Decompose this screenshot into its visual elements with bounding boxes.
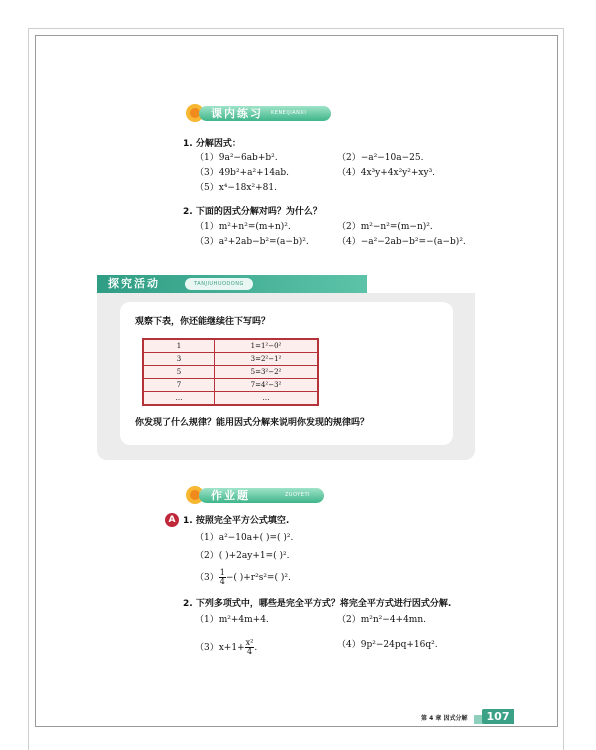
exercise-item: （3）49b²+a²+14ab. [195,168,290,178]
section-pinyin: ZUOYETI [285,492,310,498]
outer-border-top [28,28,563,29]
section-pinyin: KENEIJIANXI [271,110,307,116]
outer-border-right [563,28,564,750]
section-head-homework [185,485,335,505]
table-cell: 3 [143,353,215,366]
exercise-item [195,639,257,656]
exercise-item: （2）−a²−10a−25. [337,153,424,163]
explore-title: 探究活动 [108,277,160,290]
question-label: 1. 分解因式： [183,139,241,149]
chapter-footer: 第 4 章 因式分解 [421,715,468,722]
explore-question: 你发现了什么规律？能用因式分解来说明你发现的规律吗？ [135,418,370,428]
exercise-item: （2）( )+2ay+1=( )². [195,551,290,561]
table-cell: 7 [143,379,215,392]
table-cell: 7=4²−3² [215,379,319,392]
item-rest: −( )+r²s²=( )². [225,573,291,583]
table-cell: 3=2²−1² [215,353,319,366]
outer-border-left [28,28,29,750]
section-title: 课内练习 [211,107,263,120]
exercise-item: （1）m²+n²=(m+n)². [195,222,291,232]
table-row [143,392,318,406]
table-row [143,353,318,366]
exercise-item: （3）a²+2ab−b²=(a−b)². [195,237,309,247]
table-cell: 5 [143,366,215,379]
table-row [143,379,318,392]
level-a-badge: A [165,513,179,527]
table-row [143,366,318,379]
exercise-item: （1）9a²−6ab+b². [195,153,278,163]
page-number: 107 [482,709,514,724]
exercise-item: （4）4x³y+4x²y²+xy³. [337,168,436,178]
table-row [143,339,318,353]
table-cell: 1=1²−0² [215,339,319,353]
item-tail: . [254,643,258,653]
table-cell: … [215,392,319,406]
explore-prompt: 观察下表，你还能继续往下写吗？ [135,317,271,327]
question-label: 2. 下面的因式分解对吗？为什么？ [183,207,322,217]
section-head-practice [185,103,335,123]
fraction-numerator: x² [245,638,254,647]
exercise-item: （2）m²−n²=(m−n)². [337,222,433,232]
exercise-item: （4）9p²−24pq+16q². [337,640,438,650]
fraction-denominator: 4 [219,577,225,586]
exercise-item: （1）m²+4m+4. [195,615,269,625]
table-cell: 1 [143,339,215,353]
fraction [219,569,226,586]
question-label: 1. 按照完全平方公式填空. [183,516,290,526]
question-label: 2. 下列多项式中，哪些是完全平方式？将完全平方式进行因式分解. [183,599,452,609]
fraction-denominator: 4 [246,647,253,656]
fraction-numerator: 1 [219,568,225,577]
item-prefix: （3）x+1+ [195,643,245,653]
section-title: 作业题 [211,489,250,502]
fraction [245,638,258,656]
exercise-item: （2）m²n²−4+4mn. [337,615,426,625]
exercise-item: （4）−a²−2ab−b²=−(a−b)². [337,237,466,247]
pattern-table [142,338,319,406]
exercise-item: （1）a²−10a+( )=( )². [195,533,294,543]
table-cell: 5=3²−2² [215,366,319,379]
explore-pinyin: TANJIUHUODONG [185,278,253,290]
exercise-item [195,569,291,586]
table-cell: … [143,392,215,406]
item-prefix: （3） [195,573,219,583]
exercise-item: （5）x⁴−18x²+81. [195,183,277,193]
